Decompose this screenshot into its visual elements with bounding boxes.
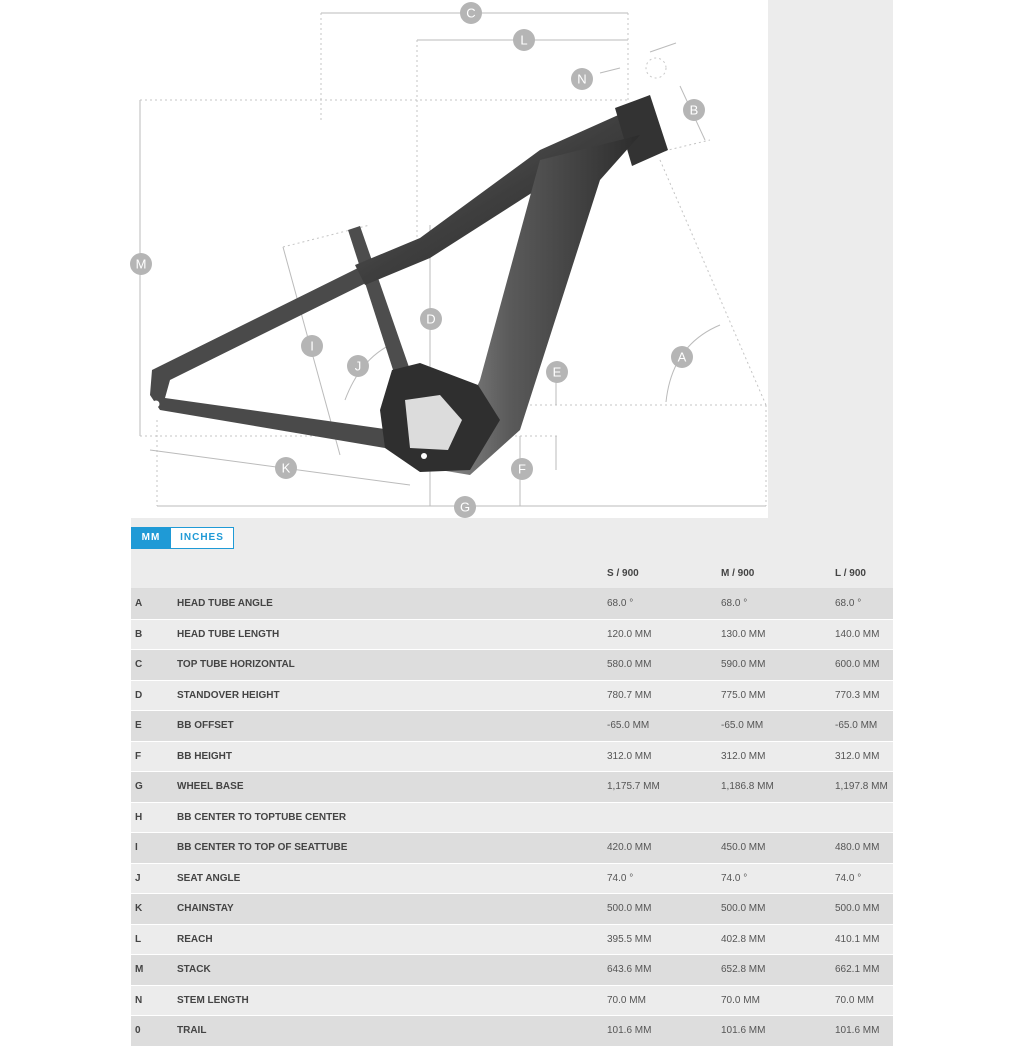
header-size-m: M / 900 [721,559,835,589]
row-key: H [135,811,143,823]
row-value-s: 74.0 ° [607,872,634,884]
row-value-m: 74.0 ° [721,872,748,884]
svg-text:K: K [281,460,291,476]
row-value-m: 450.0 MM [721,842,766,854]
row-value-m: 652.8 MM [721,964,766,976]
table-row [131,833,893,864]
row-value-s: 780.7 MM [607,689,652,701]
marker-d [420,308,442,330]
row-value-m: 70.0 MM [721,994,760,1006]
table-row [131,772,893,803]
table-row [131,894,893,925]
row-value-l: 480.0 MM [835,842,880,854]
marker-c [460,2,482,24]
table-row [131,741,893,772]
row-name: BB CENTER TO TOPTUBE CENTER [177,811,347,823]
svg-text:F: F [518,461,526,477]
row-value-l: 70.0 MM [835,994,874,1006]
row-name: BB HEIGHT [177,750,232,762]
svg-text:C: C [466,5,476,21]
row-value-l: 500.0 MM [835,903,880,915]
svg-text:I: I [310,338,314,354]
row-name: STANDOVER HEIGHT [177,689,280,701]
row-value-m: -65.0 MM [721,720,764,732]
row-name: STEM LENGTH [177,994,249,1006]
row-value-s: 395.5 MM [607,933,652,945]
row-value-l: -65.0 MM [835,720,878,732]
table-row [131,619,893,650]
row-key: N [135,994,143,1006]
row-value-m: 500.0 MM [721,903,766,915]
bike-frame [150,95,668,475]
unit-toggle [131,527,234,549]
table-row [131,924,893,955]
row-key: 0 [135,1025,141,1037]
row-key: B [135,628,143,640]
marker-n [571,68,593,90]
marker-i [301,335,323,357]
row-value-l: 312.0 MM [835,750,880,762]
row-value-l [835,802,893,833]
row-name: CHAINSTAY [177,903,234,915]
marker-l [513,29,535,51]
table-row [131,1016,893,1047]
row-value-m: 130.0 MM [721,628,766,640]
row-name: TOP TUBE HORIZONTAL [177,659,295,671]
row-key: K [135,903,143,915]
row-value-s: 1,175.7 MM [607,781,660,793]
row-key: I [135,842,138,854]
row-value-l: 410.1 MM [835,933,880,945]
row-name: SEAT ANGLE [177,872,241,884]
row-name: HEAD TUBE LENGTH [177,628,280,640]
row-key: J [135,872,141,884]
table-header-row [131,559,893,589]
row-key: G [135,781,143,793]
row-key: A [135,598,143,610]
row-name: STACK [177,964,211,976]
table-row [131,863,893,894]
row-value-s: 643.6 MM [607,964,652,976]
row-name: BB OFFSET [177,720,234,732]
table-row [131,985,893,1016]
svg-text:G: G [459,499,471,515]
table-row [131,589,893,620]
row-value-m: 68.0 ° [721,598,748,610]
row-value-l: 140.0 MM [835,628,880,640]
row-value-l: 68.0 ° [835,598,862,610]
svg-text:B: B [689,102,699,118]
svg-text:M: M [135,256,147,272]
row-key: F [135,750,142,762]
marker-b [683,99,705,121]
marker-j [347,355,369,377]
marker-m [130,253,152,275]
row-value-s: 101.6 MM [607,1025,652,1037]
row-value-l: 600.0 MM [835,659,880,671]
table-row [131,711,893,742]
row-value-l: 74.0 ° [835,872,862,884]
svg-text:J: J [354,358,362,374]
row-value-s: 70.0 MM [607,994,646,1006]
row-key: L [135,933,142,945]
row-value-l: 101.6 MM [835,1025,880,1037]
svg-text:D: D [426,311,436,327]
row-value-s: 68.0 ° [607,598,634,610]
row-name: HEAD TUBE ANGLE [177,598,273,610]
marker-k [275,457,297,479]
table-row [131,955,893,986]
unit-inches-button[interactable]: INCHES [170,528,233,548]
row-value-s: 580.0 MM [607,659,652,671]
row-name: REACH [177,933,213,945]
geometry-table [131,559,893,1047]
row-value-s: 500.0 MM [607,903,652,915]
row-value-l: 662.1 MM [835,964,880,976]
row-value-s: -65.0 MM [607,720,650,732]
row-name: TRAIL [177,1025,207,1037]
marker-g [454,496,476,518]
row-key: M [135,964,144,976]
frame-geometry-diagram [0,0,1024,520]
marker-f [511,458,533,480]
row-name: BB CENTER TO TOP OF SEATTUBE [177,842,348,854]
row-value-s: 120.0 MM [607,628,652,640]
header-name [177,559,607,589]
table-row [131,680,893,711]
row-value-s: 312.0 MM [607,750,652,762]
svg-text:E: E [552,364,562,380]
svg-text:L: L [520,32,528,48]
row-value-m: 312.0 MM [721,750,766,762]
marker-a [671,346,693,368]
row-value-l: 770.3 MM [835,689,880,701]
row-name: WHEEL BASE [177,781,244,793]
row-key: E [135,720,142,732]
table-row [131,802,893,833]
row-key: D [135,689,143,701]
svg-text:A: A [677,349,687,365]
marker-e [546,361,568,383]
header-size-l: L / 900 [835,559,893,589]
unit-mm-button[interactable]: MM [132,528,170,548]
row-value-m: 775.0 MM [721,689,766,701]
row-value-s: 420.0 MM [607,842,652,854]
row-value-m: 590.0 MM [721,659,766,671]
row-value-m: 1,186.8 MM [721,781,774,793]
row-value-l: 1,197.8 MM [835,781,888,793]
row-key: C [135,659,143,671]
header-size-s: S / 900 [607,559,721,589]
table-row [131,650,893,681]
row-value-m: 402.8 MM [721,933,766,945]
row-value-m [721,802,835,833]
row-value-m: 101.6 MM [721,1025,766,1037]
header-key [131,559,177,589]
svg-text:N: N [577,71,587,87]
row-value-s [607,802,721,833]
